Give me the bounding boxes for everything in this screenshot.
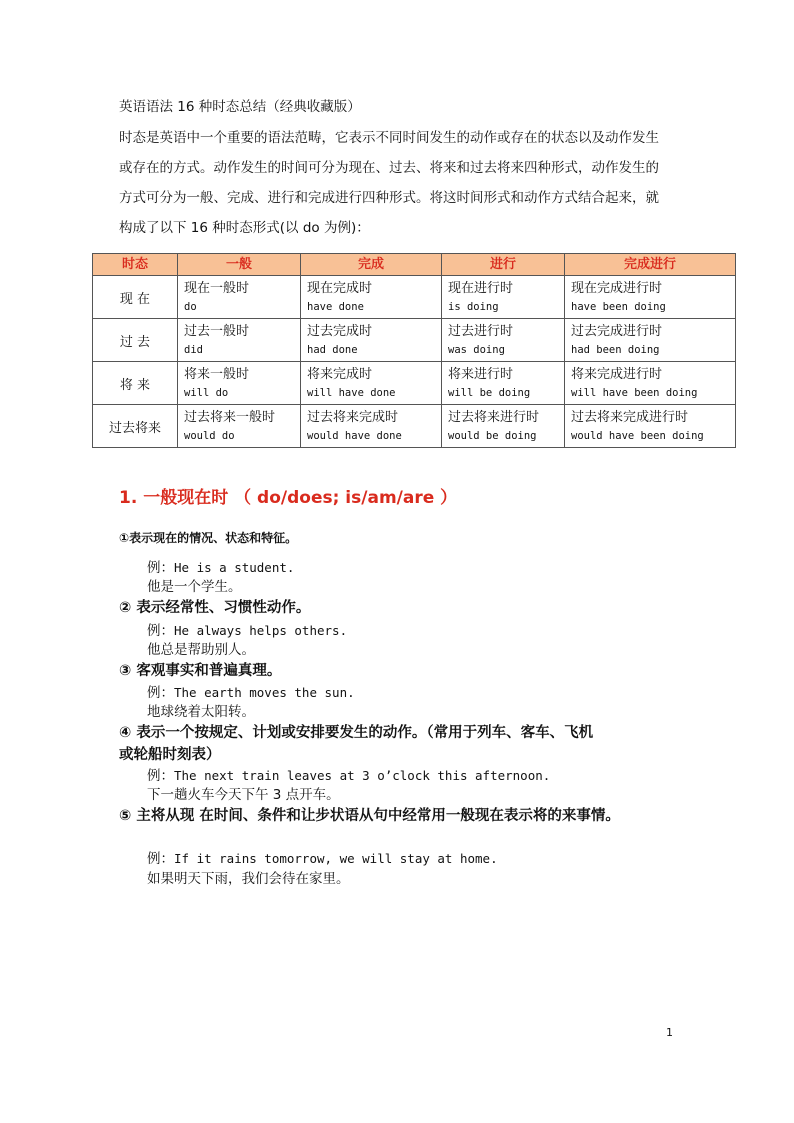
example-cn: 如果明天下雨，我们会待在家里。 (147, 871, 350, 887)
row-label: 现 在 (93, 276, 178, 319)
table-header: 一般 (178, 254, 301, 276)
example-en (147, 767, 550, 785)
intro-line: 时态是英语中一个重要的语法范畴，它表示不同时间发生的动作或存在的状态以及动作发生 (119, 130, 659, 146)
example-en (147, 684, 355, 702)
example-label: 例： (147, 560, 174, 576)
row-label: 过去将来 (93, 405, 178, 448)
example-en (147, 850, 498, 868)
table-cell (301, 405, 442, 448)
cell-cn: 过去将来一般时 (184, 410, 276, 425)
table-cell (301, 319, 442, 362)
cell-en: is doing (448, 301, 499, 313)
rule-4-cont: 或轮船时刻表） (119, 747, 221, 763)
example-label: 例： (147, 685, 174, 701)
intro-paragraph (119, 123, 689, 243)
cell-en: would have been doing (571, 430, 704, 442)
table-header: 进行 (442, 254, 565, 276)
cell-cn: 将来完成进行时 (571, 367, 663, 382)
example-label: 例： (147, 768, 174, 784)
cell-cn: 过去完成进行时 (571, 324, 663, 339)
cell-cn: 过去进行时 (448, 324, 514, 339)
table-cell (178, 362, 301, 405)
cell-cn: 现在完成进行时 (571, 281, 663, 296)
table-cell (442, 362, 565, 405)
cell-en: was doing (448, 344, 505, 356)
cell-en: do (184, 301, 197, 313)
table-row (93, 276, 736, 319)
intro-line: 或存在的方式。动作发生的时间可分为现在、过去、将来和过去将来四种形式，动作发生的 (119, 160, 659, 176)
table-row (93, 319, 736, 362)
table-cell (565, 362, 736, 405)
cell-en: did (184, 344, 203, 356)
document-title: 英语语法 16 种时态总结（经典收藏版） (119, 99, 361, 115)
page-number: 1 (666, 1026, 673, 1039)
table-cell (565, 405, 736, 448)
cell-cn: 现在一般时 (184, 281, 250, 296)
section-heading: 1. 一般现在时 （ do/does; is/am/are ） (119, 488, 458, 508)
tense-table (92, 253, 736, 448)
cell-en: have been doing (571, 301, 666, 313)
table-cell (178, 276, 301, 319)
example-en (147, 559, 294, 577)
table-cell (442, 276, 565, 319)
cell-cn: 现在完成时 (307, 281, 373, 296)
table-header: 完成 (301, 254, 442, 276)
table-cell (178, 319, 301, 362)
row-label: 将 来 (93, 362, 178, 405)
example-en (147, 622, 347, 640)
cell-cn: 将来一般时 (184, 367, 250, 382)
cell-en: had been doing (571, 344, 660, 356)
cell-cn: 过去将来进行时 (448, 410, 540, 425)
cell-cn: 将来进行时 (448, 367, 514, 382)
intro-line: 构成了以下 16 种时态形式(以 do 为例)： (119, 220, 370, 236)
example-cn: 地球绕着太阳转。 (147, 704, 255, 720)
cell-en: would have done (307, 430, 402, 442)
cell-en: had done (307, 344, 358, 356)
cell-cn: 将来完成时 (307, 367, 373, 382)
example-cn: 他总是帮助别人。 (147, 642, 255, 658)
table-row (93, 405, 736, 448)
cell-cn: 过去完成时 (307, 324, 373, 339)
table-header-row (93, 254, 736, 276)
table-cell (565, 276, 736, 319)
table-cell (442, 405, 565, 448)
example-text: If it rains tomorrow, we will stay at home. (174, 851, 498, 866)
example-text: He is a student. (174, 560, 295, 575)
table-row (93, 362, 736, 405)
rule-2: ② 表示经常性、习惯性动作。 (119, 600, 311, 616)
table-header: 时态 (93, 254, 178, 276)
example-cn: 下一趟火车今天下午 3 点开车。 (147, 787, 340, 803)
cell-en: will have been doing (571, 387, 698, 399)
example-label: 例： (147, 623, 174, 639)
cell-cn: 过去将来完成时 (307, 410, 399, 425)
example-cn: 他是一个学生。 (147, 579, 242, 595)
cell-en: will do (184, 387, 229, 399)
example-text: He always helps others. (174, 623, 348, 638)
row-label: 过 去 (93, 319, 178, 362)
cell-en: would do (184, 430, 235, 442)
cell-en: would be doing (448, 430, 537, 442)
intro-line: 方式可分为一般、完成、进行和完成进行四种形式。将这时间形式和动作方式结合起来，就 (119, 190, 659, 206)
rule-3: ③ 客观事实和普遍真理。 (119, 663, 282, 679)
example-text: The next train leaves at 3 o’clock this afternoon. (174, 768, 551, 783)
cell-cn: 过去一般时 (184, 324, 250, 339)
table-header: 完成进行 (565, 254, 736, 276)
table-cell (301, 362, 442, 405)
cell-en: will be doing (448, 387, 531, 399)
example-text: The earth moves the sun. (174, 685, 355, 700)
table-cell (442, 319, 565, 362)
cell-en: will have done (307, 387, 396, 399)
table-cell (301, 276, 442, 319)
table-cell (565, 319, 736, 362)
example-label: 例： (147, 851, 174, 867)
table-cell (178, 405, 301, 448)
cell-en: have done (307, 301, 364, 313)
rule-4: ④ 表示一个按规定、计划或安排要发生的动作。（常用于列车、客车、飞机 (119, 725, 594, 741)
rule-5: ⑤ 主将从现 在时间、条件和让步状语从句中经常用一般现在表示将的来事情。 (119, 808, 620, 824)
cell-cn: 现在进行时 (448, 281, 514, 296)
cell-cn: 过去将来完成进行时 (571, 410, 689, 425)
rule-1: ①表示现在的情况、状态和特征。 (119, 531, 298, 545)
